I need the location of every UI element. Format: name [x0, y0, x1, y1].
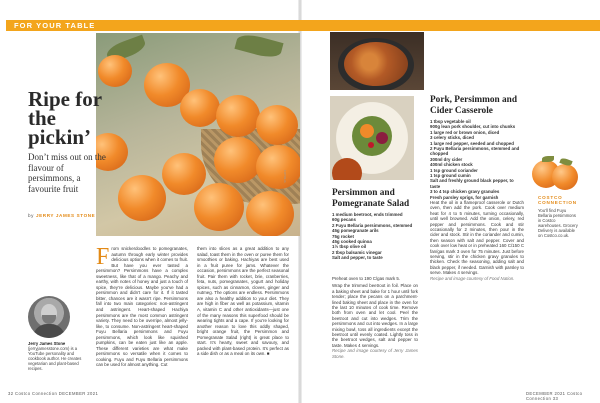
avatar-shirt: [33, 324, 65, 338]
article-byline: [28, 213, 112, 218]
persimmon-shape: [552, 164, 578, 190]
ingredient: 1½ tbsp olive oil: [332, 244, 367, 250]
ingredient: 3 to 4 tsp chicken gravy granules: [430, 189, 500, 195]
beetroot-shape: [376, 132, 388, 144]
avatar-beard: [42, 315, 56, 324]
banner-tab: [586, 20, 600, 31]
section-label: FOR YOUR TABLE: [14, 21, 96, 30]
page-folio-right: DECEMBER 2021 Costco Connection 33: [526, 391, 583, 401]
persimmon-shape: [180, 89, 220, 127]
article-standfirst: Don’t miss out on the flavour of persimmons, a favourite fruit: [28, 152, 106, 194]
ingredient: 1 tbsp vegetable oil: [430, 119, 471, 124]
persimmon-basket-photo: [96, 33, 300, 236]
persimmon-shape: [216, 95, 260, 137]
author-bio: [28, 341, 83, 372]
casserole-photo: [330, 32, 424, 90]
ingredient: 2 Fuyu Bellaria persimmons, stemmed and chopped: [430, 146, 520, 157]
leaf-shape: [542, 156, 554, 162]
ingredient: 3 celery sticks, diced: [430, 135, 474, 141]
ingredient: 1 medium beetroot, ends trimmed: [332, 212, 403, 217]
dropcap: F: [96, 244, 110, 270]
article-headline: Ripe for the pickin’: [28, 87, 102, 149]
ingredient: Salt and pepper, to taste: [332, 255, 383, 261]
page-folio-left: 32 Costco Connection DECEMBER 2021: [8, 391, 99, 396]
costco-persimmon-photo: [530, 150, 580, 192]
pomegranate-shape: [368, 142, 374, 148]
persimmon-shape: [246, 191, 294, 236]
ingredient: 45g pomegranate arils: [332, 228, 379, 234]
side-dish-shape: [332, 158, 362, 180]
ingredient: 1 tsp ground cumin: [430, 173, 471, 179]
photo-credit: FOTOLIA: [283, 170, 287, 183]
persimmon-shape: [214, 137, 262, 183]
ingredient: 60g pecans: [332, 217, 356, 223]
author-avatar: [28, 296, 70, 338]
ingredient: Fresh parsley sprigs, for garnish: [430, 194, 499, 200]
ingredient: 45g cooked quinoa: [332, 239, 372, 245]
ingredient: Salt and freshly ground black pepper, to taste: [430, 178, 514, 189]
author-name: Jerry James Stone: [28, 341, 66, 346]
preheat-instruction: Preheat oven to 190 C/gas mark 5.: [332, 276, 401, 281]
casserole-ingredients: [430, 119, 524, 200]
ingredient: 1 large red pepper, seeded and chopped: [430, 140, 514, 146]
persimmon-shape: [194, 183, 244, 231]
method-text: Heat the oil in a flameproof casserole or Dutch oven, then add the pork. Cook over medium heat for 4 to 5 minutes, turning occasionally, until well browned. Add the onion, celery, red pepper and persimmons. Cook and stir occasionally for 2 minutes, then pour in the cider and stock. Stir in the coriander and cumin, then season with salt and pepper. Cover and cook over low heat or in preheated 160 C/150 C fan/gas mark 3 oven for 75 minutes. Just before serving, stir in the chicken gravy granules to thicken. Check the seasoning, adding salt and black pepper, if needed. Garnish with parsley to serve. Makes 4 servings.: [430, 200, 524, 276]
article-body-column-2: them into slices as a great addition to any salad, toast them in the oven or puree them for smoothies or baking. Hachiyas are best used in a fruit puree for jams. Whatever the occasion, persimmons are the perfect seasonal fruit. Pair them with rocket, brie, cranberries, feta, nuts, pomegranates, yogurt and holiday spices, such as cinnamon, cloves, ginger and nutmeg. The options are endless. Persimmons are also a healthy addition to your diet. They are high in fiber as well as potassium, vitamin A, vitamin C and other antioxidants—just one of the many reasons this superfood should be wearing tights and a cape. If you’re looking for another reason to love this oddly shaped, bright orange fruit, the Persimmon and Pomegranate Salad (right) is great place to start. It’s hearty, sweet and savoury, and packed with plant-based protein. It’s perfect as a side dish or as a meal on its own. ■: [197, 246, 290, 357]
ingredient: 2 tbsp balsamic vinegar: [332, 249, 382, 255]
recipe-credit: Recipe and image courtesy of Jerry James Stone.: [332, 348, 418, 359]
salad-photo: [330, 96, 414, 180]
salad-ingredients: [332, 212, 418, 261]
article-body-text-1: rom snickerdoodles to pomegranates, autumn through early winter provides delicious options when it comes to fruit. But have you ever tasted a persimmon? Persimmons have a complex sweetness, like that of a mango. Peachy and earthy, with notes of honey and just a touch of spice, they’re delicious. Maybe you’ve had a persimmon and didn’t care for it. If it tasted bitter, chances are it wasn’t ripe. Persimmons fall into two main categories: non-astringent and astringent. Heart-shaped Hachiya persimmons are the most common astringent variety. They need to be overripe, almost jelly-like, to consume. Non-astringent heart-shaped Fuyu Bellaria persimmons and Fuyu persimmons, which look like squished pumpkins, can be eaten just like an apple. These different varieties are what make persimmons so versatile when it comes to cooking. Fuyu and Fuyu Bellaria persimmons can be used for almost anything. Cut: [96, 246, 188, 368]
ingredient: 300ml dry cider: [430, 156, 463, 162]
ingredient: 75g rocket: [332, 233, 354, 239]
persimmon-shape: [98, 55, 132, 87]
recipe-credit: Recipe and image courtesy of Food Nation.: [430, 275, 515, 281]
casserole-recipe-title: Pork, Persimmon and Cider Casserole: [430, 95, 518, 116]
method-text: Wrap the trimmed beetroot in foil. Place on a baking sheet and bake for 1 hour until fork tender; place the pecans on a parchment-lined baking sheet and place in the oven for the last 10 minutes of cook time. Remove both from oven and let cool. Peel the beetroot and cut into wedges. Trim the persimmons and cut into wedges. In a large mixing bowl, toss all ingredients except the beetroot until evenly coated. Lightly toss in the beetroot wedges, salt and pepper to taste. Makes 4 servings.: [332, 283, 418, 348]
costco-connection-heading: COSTCO CONNECTION: [538, 195, 577, 206]
stew-shape: [344, 42, 408, 86]
ingredient: 1 large red or brown onion, diced: [430, 129, 500, 135]
byline-name: JERRY JAMES STONE: [35, 213, 96, 218]
ingredient: 400ml chicken stock: [430, 162, 473, 168]
salad-recipe-title: Persimmon and Pomegranate Salad: [332, 188, 410, 209]
ingredient: 2 Fuyu Bellaria persimmons, stemmed: [332, 222, 413, 228]
persimmon-slice-shape: [360, 124, 374, 138]
persimmon-shape: [118, 175, 166, 221]
ingredient: 900g lean pork shoulder, cut into chunks: [430, 124, 516, 130]
casserole-method: [430, 200, 524, 281]
persimmon-shape: [256, 145, 300, 189]
costco-connection-text: You’ll find Fuyu Bellaria persimmons in Costco warehouses. Grocery Delivery is available on Costco.co.uk.: [538, 208, 578, 239]
article-body-column-1: [96, 246, 188, 384]
persimmon-shape: [256, 105, 298, 145]
leaf-shape: [234, 33, 283, 61]
author-bio-text: (jerryjamesstone.com) is a YouTube personality and cookbook author. He creates vegetarian and plant-based recipes.: [28, 346, 82, 372]
ingredient: 1 tsp ground coriander: [430, 167, 478, 173]
salad-method: [332, 276, 418, 359]
persimmon-shape: [162, 153, 206, 195]
byline-prefix: by: [28, 213, 35, 218]
